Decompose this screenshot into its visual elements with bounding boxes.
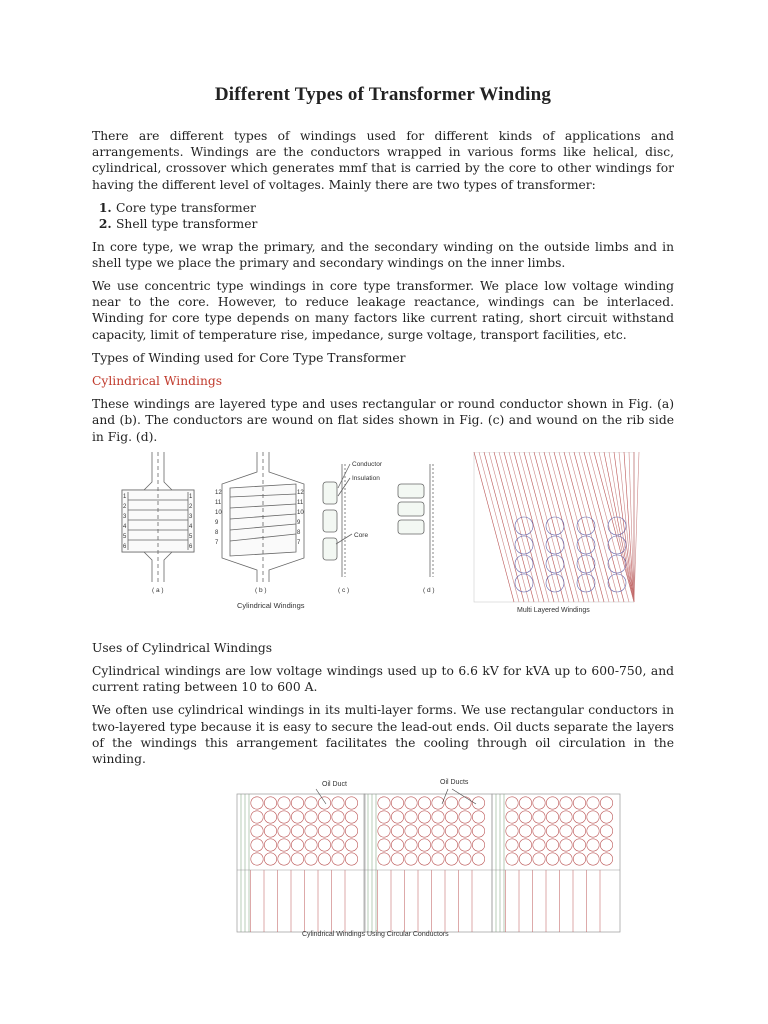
figure-a-diagram bbox=[122, 452, 194, 582]
fig-b-label: 9 bbox=[215, 519, 219, 526]
fig-a-label: 2 bbox=[123, 503, 127, 510]
fig-b-label: 7 bbox=[215, 539, 219, 546]
oil-ducts-label: Oil Ducts bbox=[440, 779, 469, 787]
concentric-paragraph: We use concentric type windings in core type transformer. We place low voltage winding near to the core. However, to reduce leakage reactance, windings can be interlaced. Winding for core type depends on many factors like current rating, short circuit withstand capacity, limit of temperature rise, impedance, surge voltage, transport facilities, etc. bbox=[92, 279, 674, 342]
multi-layered-caption: Multi Layered Windings bbox=[517, 606, 590, 614]
fig-b-sublabel: ( b ) bbox=[255, 586, 267, 594]
transformer-type-list bbox=[92, 200, 674, 233]
page-title: Different Types of Transformer Winding bbox=[214, 84, 552, 105]
fig-a-label: 1 bbox=[189, 493, 193, 500]
circular-conductor-figure bbox=[92, 774, 674, 944]
fig-a-label: 3 bbox=[123, 513, 127, 520]
fig-b-label: 11 bbox=[297, 499, 304, 506]
intro-paragraph: There are different types of windings used for different kinds of applications and arrangements. Windings are the conductors wrapped in various forms like helical, disc, cylindrical, crossover which generates mmf that is carried by the core to other windings for having the different level of voltages. Mainly there are two types of transformer: bbox=[92, 129, 674, 192]
insulation-label: Insulation bbox=[352, 474, 380, 482]
uses-subheading: Uses of Cylindrical Windings bbox=[92, 640, 273, 655]
fig-b-label: 8 bbox=[215, 529, 219, 536]
list-item: 1. Core type transformer bbox=[116, 200, 674, 216]
circular-winding-grids bbox=[237, 794, 620, 932]
fig-a-label: 1 bbox=[123, 493, 127, 500]
document-page bbox=[92, 84, 674, 944]
figure-caption: Cylindrical Windings bbox=[237, 600, 305, 610]
conductor-label: Conductor bbox=[352, 460, 382, 468]
fig-a-label: 4 bbox=[189, 523, 193, 530]
fig-a-sublabel: ( a ) bbox=[152, 586, 164, 594]
core-label: Core bbox=[354, 531, 369, 539]
fig-d-sublabel: ( d ) bbox=[423, 586, 435, 594]
fig-a-label: 5 bbox=[123, 533, 127, 540]
cylindrical-heading: Cylindrical Windings bbox=[92, 374, 223, 389]
fig-b-label: 11 bbox=[215, 499, 222, 506]
uses-paragraph-1: Cylindrical windings are low voltage windings used up to 6.6 kV for kVA up to 600-750, and current rating between 10 to 600 A. bbox=[92, 664, 674, 695]
fig-b-label: 9 bbox=[297, 519, 301, 526]
list-item: 2. Shell type transformer bbox=[116, 216, 674, 232]
circular-winding-diagram bbox=[92, 774, 674, 944]
fig-b-label: 12 bbox=[215, 489, 222, 496]
figure-b-diagram bbox=[222, 452, 304, 582]
fig-b-label: 7 bbox=[297, 539, 301, 546]
fig-a-label: 5 bbox=[189, 533, 193, 540]
fig-a-label: 6 bbox=[123, 543, 127, 550]
fig-b-label: 10 bbox=[297, 509, 304, 516]
winding-diagrams bbox=[92, 452, 674, 632]
fig-b-label: 10 bbox=[215, 509, 222, 516]
fig-a-label: 3 bbox=[189, 513, 193, 520]
layered-paragraph: These windings are layered type and uses rectangular or round conductor shown in Fig. (a) and (b). The conductors are wound on flat sides shown in Fig. (c) and wound on the rib side in Fig. (d). bbox=[92, 397, 674, 444]
fig-c-sublabel: ( c ) bbox=[338, 586, 350, 594]
fig-b-label: 12 bbox=[297, 489, 304, 496]
figure2-caption: Cylindrical Windings Using Circular Conductors bbox=[302, 931, 449, 939]
fig-a-label: 4 bbox=[123, 523, 127, 530]
fig-b-label: 8 bbox=[297, 529, 301, 536]
fig-a-label: 2 bbox=[189, 503, 193, 510]
core-shell-paragraph: In core type, we wrap the primary, and the secondary winding on the outside limbs and in shell type we place the primary and secondary windings on the inner limbs. bbox=[92, 239, 674, 270]
cylindrical-windings-figure bbox=[92, 452, 674, 632]
multi-layered-diagram bbox=[474, 452, 639, 602]
uses-paragraph-2: We often use cylindrical windings in its multi-layer forms. We use rectangular conductors in two-layered type because it is easy to secure the lead-out ends. Oil ducts separate the layers of the windings this arrangement facilitates the cooling through oil circulation in the winding. bbox=[92, 703, 674, 767]
oil-duct-label: Oil Duct bbox=[322, 781, 347, 789]
fig-a-label: 6 bbox=[189, 543, 193, 550]
types-subheading: Types of Winding used for Core Type Transformer bbox=[92, 350, 406, 365]
